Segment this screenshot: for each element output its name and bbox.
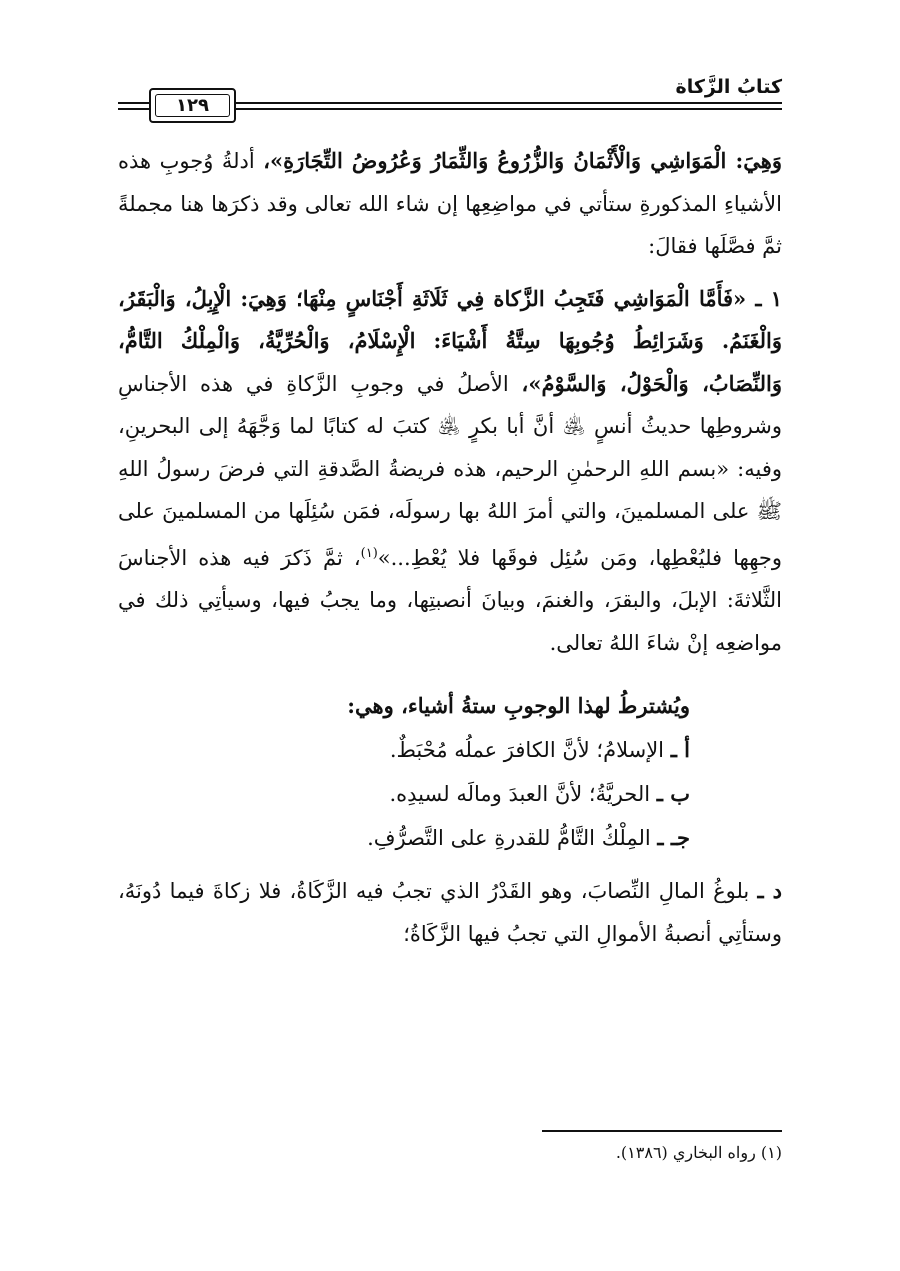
list-item bbox=[118, 816, 690, 860]
item-letter: د ـ bbox=[757, 878, 782, 903]
list-item bbox=[118, 772, 690, 816]
header-rule-left-bottom bbox=[118, 108, 151, 110]
header-rule-right-top bbox=[236, 102, 782, 104]
item-text: الحريَّةُ؛ لأنَّ العبدَ ومالَه لسيدِه. bbox=[389, 782, 657, 806]
header-rule-left-top bbox=[118, 102, 151, 104]
page-header bbox=[118, 66, 782, 126]
paragraph-1 bbox=[118, 140, 782, 268]
item-text: المِلْكُ التَّامُّ للقدرةِ على التَّصرُّفِ. bbox=[367, 826, 658, 850]
page-number-frame bbox=[149, 88, 236, 123]
matn-quote-1: وَهِيَ: الْمَوَاشِي وَالْأَثْمَانُ وَالزُّرُوعُ وَالثِّمَارُ وَعُرُوضُ التِّجَارَةِ»، bbox=[263, 148, 782, 173]
footnote-divider bbox=[542, 1130, 782, 1132]
commentary-2-tail: ، ثمَّ ذَكرَ فيه هذه الأجناسَ الثَّلاثةَ: الإبلَ، والبقرَ، والغنمَ، وبيانَ أنصبتِها، وما يجبُ فيها، وسيأتِي ذلك في مواضعِه إنْ شاءَ اللهُ تعالى. bbox=[118, 545, 782, 655]
paragraph-3 bbox=[118, 870, 782, 955]
conditions-list bbox=[118, 684, 782, 860]
item-letter: أ ـ bbox=[670, 737, 690, 762]
list-item bbox=[118, 728, 690, 772]
running-title: كتابُ الزَّكاة bbox=[675, 76, 782, 98]
commentary-2: الأصلُ في وجوبِ الزَّكاةِ في هذه الأجناسِ وشروطِها حديثُ أنسٍ ﵁ أنَّ أبا بكرٍ ﵁ كتبَ له كتابًا لما وَجَّهَهُ إلى البحرينِ، وفيه: «بسم اللهِ الرحمٰنِ الرحيم، هذه فريضةُ الصَّدقةِ التي فرضَ رسولُ اللهِ ﷺ على المسلمينَ، والتي أمرَ اللهُ بها رسولَه، فمَن سُئِلَها من المسلمينَ على وجهِها فليُعْطِها، ومَن سُئِل فوقَها فلا يُعْطِ...» bbox=[118, 371, 783, 570]
matn-quote-2: ١ ـ «فَأَمَّا الْمَوَاشِي فَتَجِبُ الزَّكاة فِي ثَلَاثَةِ أَجْنَاسٍ مِنْهَا؛ وَهِيَ: الْإِبِلُ، وَالْبَقَرُ، وَالْغَنَمُ. وَشَرَائِطُ وُجُوبِهَا سِتَّةُ أَشْيَاءَ: الْإِسْلَامُ، وَالْحُرِّيَّةُ، وَالْمِلْكُ التَّامُّ، وَالنِّصَابُ، وَالْحَوْلُ، وَالسَّوْمُ»، bbox=[118, 285, 782, 396]
item-text: الإسلامُ؛ لأنَّ الكافرَ عملُه مُحْبَطٌ. bbox=[389, 738, 671, 762]
item-letter: ب ـ bbox=[656, 781, 690, 806]
paragraph-3-text: بلوغُ المالِ النِّصابَ، وهو القَدْرُ الذي تجبُ فيه الزَّكَاةُ، فلا زكاةَ فيما دُونَهُ، وستأتِي أنصبةُ الأموالِ التي تجبُ فيها الزَّكَاةُ؛ bbox=[118, 879, 782, 946]
paragraph-2 bbox=[118, 278, 782, 665]
item-letter: جـ ـ bbox=[657, 825, 690, 850]
footnote-ref[interactable]: (١) bbox=[360, 545, 378, 561]
commentary-1: أدلةُ وُجوبِ هذه الأشياءِ المذكورةِ ستأتي في مواضِعِها إن شاء الله تعالى وقد ذكرَها هنا مجملةً ثمَّ فصَّلَها فقالَ: bbox=[118, 149, 782, 258]
page-number: ١٢٩ bbox=[155, 94, 230, 117]
footnote: (١) رواه البخاري (١٣٨٦). bbox=[615, 1143, 782, 1162]
header-rule-right-bottom bbox=[236, 108, 782, 110]
conditions-lead: ويُشترطُ لهذا الوجوبِ ستةُ أشياء، وهي: bbox=[347, 693, 690, 718]
main-text bbox=[118, 140, 782, 955]
